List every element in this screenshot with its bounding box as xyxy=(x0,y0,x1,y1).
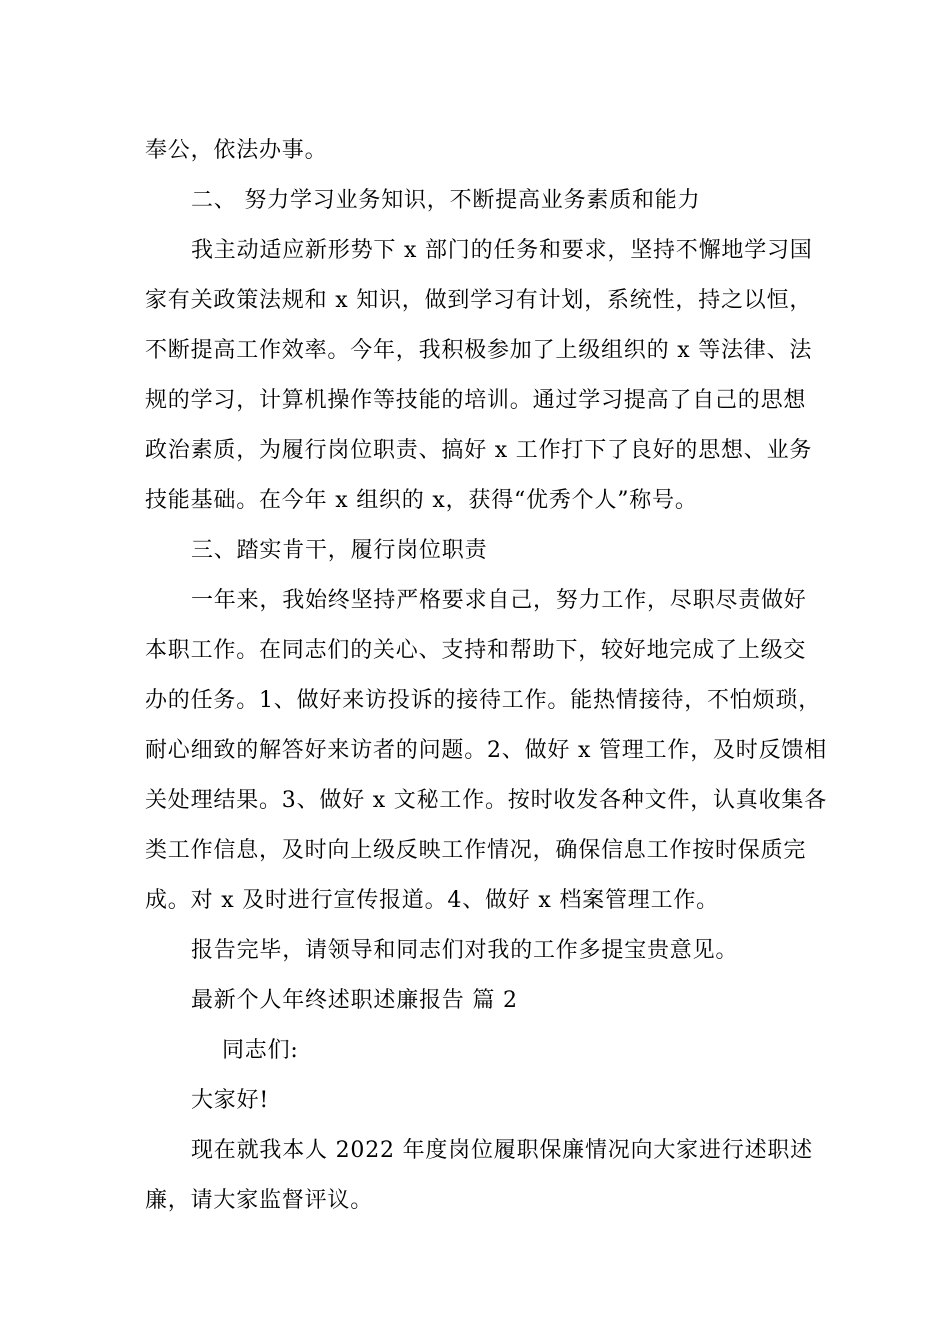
text-line: 规的学习，计算机操作等技能的培训。通过学习提高了自己的思想 xyxy=(145,388,807,413)
salutation: 同志们: xyxy=(222,1038,299,1063)
text-line: 我主动适应新形势下 x 部门的任务和要求，坚持不懈地学习国 xyxy=(191,238,813,263)
text-line: 政治素质，为履行岗位职责、搞好 x 工作打下了良好的思想、业务 xyxy=(145,438,813,463)
section-heading: 二、 努力学习业务知识，不断提高业务素质和能力 xyxy=(191,188,701,213)
text-line: 耐心细致的解答好来访者的问题。2、做好 x 管理工作，及时反馈相 xyxy=(145,738,827,763)
text-line: 不断提高工作效率。今年，我积极参加了上级组织的 x 等法律、法 xyxy=(145,338,813,363)
text-line: 本职工作。在同志们的关心、支持和帮助下，较好地完成了上级交 xyxy=(145,638,807,663)
report-title: 最新个人年终述职述廉报告 篇 2 xyxy=(191,988,518,1013)
text-line: 关处理结果。3、做好 x 文秘工作。按时收发各种文件，认真收集各 xyxy=(145,788,827,813)
text-line: 家有关政策法规和 x 知识，做到学习有计划，系统性，持之以恒， xyxy=(145,288,813,313)
text-line: 成。对 x 及时进行宣传报道。4、做好 x 档案管理工作。 xyxy=(145,888,719,913)
text-line: 类工作信息，及时向上级反映工作情况，确保信息工作按时保质完 xyxy=(145,838,807,863)
text-line: 报告完毕，请领导和同志们对我的工作多提宝贵意见。 xyxy=(191,938,739,963)
text-line: 办的任务。1、做好来访投诉的接待工作。能热情接待，不怕烦琐， xyxy=(145,688,821,713)
text-line: 技能基础。在今年 x 组织的 x，获得“优秀个人”称号。 xyxy=(145,488,698,513)
text-line: 奉公，依法办事。 xyxy=(145,138,328,163)
text-line: 现在就我本人 2022 年度岗位履职保廉情况向大家进行述职述 xyxy=(191,1138,813,1163)
section-heading: 三、踏实肯干，履行岗位职责 xyxy=(191,538,488,563)
text-line: 廉，请大家监督评议。 xyxy=(145,1188,374,1213)
text-line: 一年来，我始终坚持严格要求自己，努力工作，尽职尽责做好 xyxy=(191,588,807,613)
greeting: 大家好! xyxy=(191,1088,270,1113)
